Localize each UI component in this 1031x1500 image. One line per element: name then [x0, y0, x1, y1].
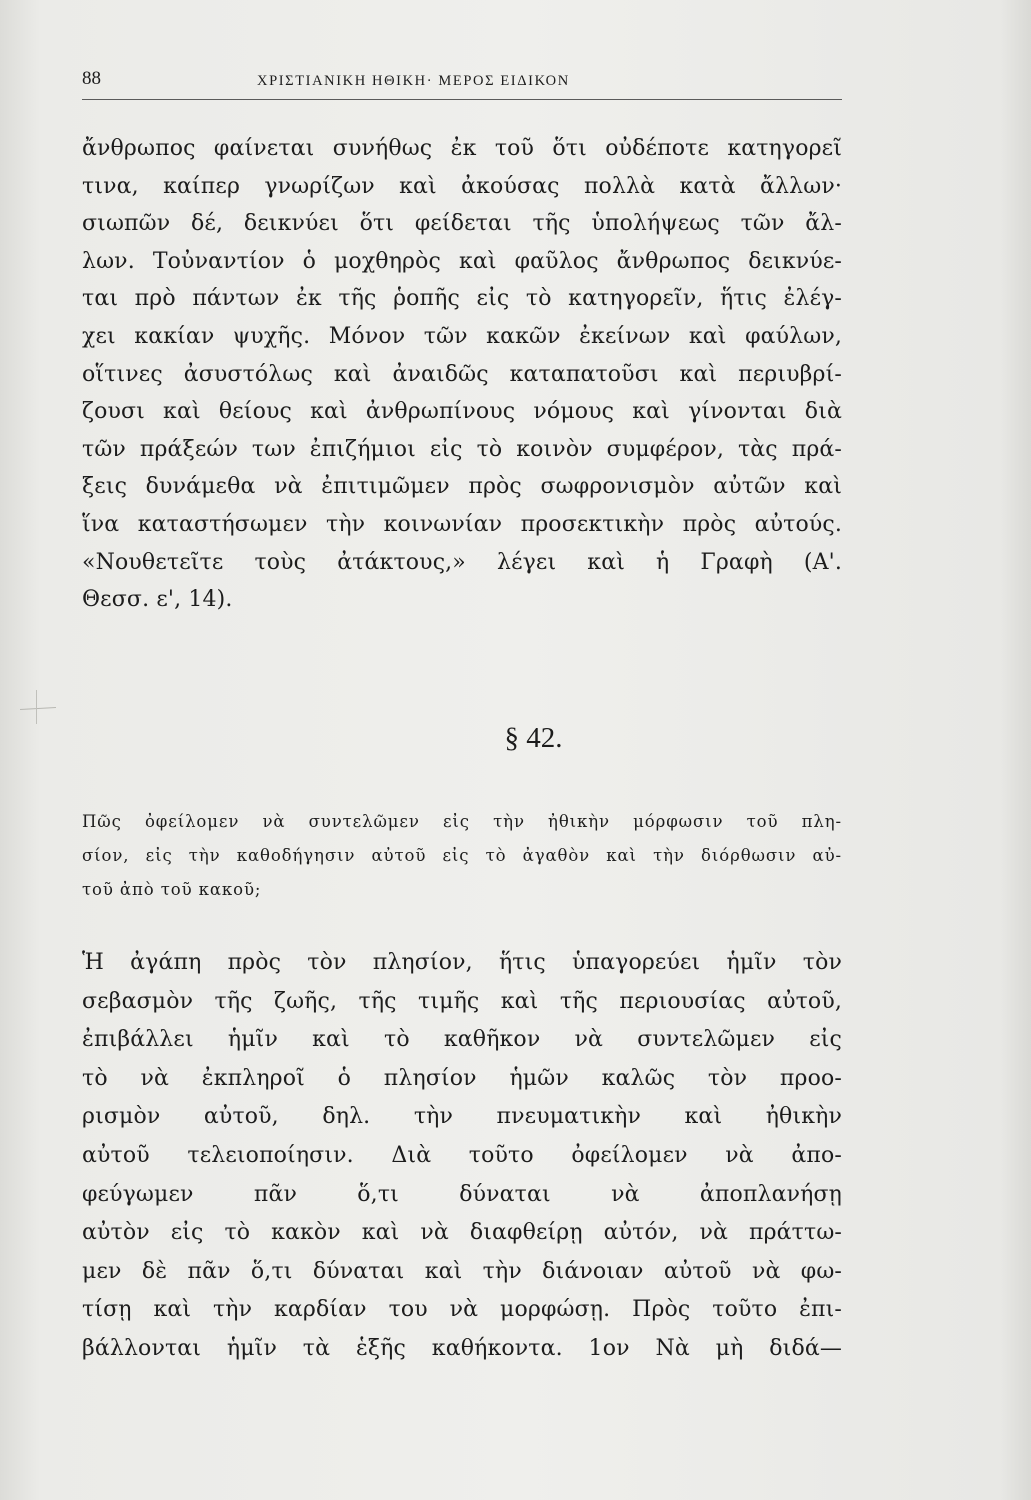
paragraph-1 [82, 130, 842, 619]
text-line: Θεσσ. ε', 14). [82, 587, 233, 613]
text-line: ἐπιβάλλει ἡμῖν καὶ τὸ καθῆκον νὰ συντελῶμεν εἰς [82, 1027, 842, 1053]
text-line: τὸ νὰ ἐκπληροῖ ὁ πλησίον ἡμῶν καλῶς τὸν προο- [82, 1065, 842, 1091]
text-line: σεβασμὸν τῆς ζωῆς, τῆς τιμῆς καὶ τῆς περιουσίας αὐτοῦ, [82, 988, 842, 1014]
text-line: ται πρὸ πάντων ἐκ τῆς ῥοπῆς εἰς τὸ κατηγορεῖν, ἥτις ἐλέγ- [82, 286, 842, 312]
margin-pencil-mark [36, 690, 37, 724]
text-line: ξεις δυνάμεθα νὰ ἐπιτιμῶμεν πρὸς σωφρονισμὸν αὐτῶν καὶ [82, 474, 842, 500]
section-heading [0, 722, 1031, 755]
margin-pencil-mark [20, 707, 56, 710]
text-line: ἵνα καταστήσωμεν τὴν κοινωνίαν προσεκτικὴν πρὸς αὐτούς. [82, 511, 842, 537]
header-rule [82, 99, 842, 100]
text-line: τῶν πράξεών των ἐπιζήμιοι εἰς τὸ κοινὸν συμφέρον, τὰς πρά- [82, 436, 842, 462]
text-line: Ἡ ἀγάπη πρὸς τὸν πλησίον, ἥτις ὑπαγορεύει ἡμῖν τὸν [82, 950, 842, 975]
section-number: § 42. [504, 722, 563, 754]
text-line: τίσῃ καὶ τὴν καρδίαν του νὰ μορφώσῃ. Πρὸς τοῦτο ἐπι- [82, 1297, 842, 1323]
text-line: οἵτινες ἀσυστόλως καὶ ἀναιδῶς καταπατοῦσι καὶ περιυβρί- [82, 361, 842, 387]
text-line: χει κακίαν ψυχῆς. Μόνον τῶν κακῶν ἐκείνων καὶ φαύλων, [82, 323, 842, 349]
text-line: μεν δὲ πᾶν ὅ,τι δύναται καὶ τὴν διάνοιαν αὐτοῦ νὰ φω- [82, 1258, 842, 1284]
question-line: τοῦ ἀπὸ τοῦ κακοῦ; [82, 880, 262, 899]
text-line: ἄνθρωπος φαίνεται συνήθως ἐκ τοῦ ὅτι οὐδέποτε κατηγορεῖ [82, 136, 842, 161]
text-line: σιωπῶν δέ, δεικνύει ὅτι φείδεται τῆς ὑπολήψεως τῶν ἄλ- [82, 211, 842, 237]
page-header [82, 68, 842, 96]
text-line: αὐτοῦ τελειοποίησιν. Διὰ τοῦτο ὀφείλομεν νὰ ἀπο- [82, 1142, 842, 1168]
text-line: αὐτὸν εἰς τὸ κακὸν καὶ νὰ διαφθείρῃ αὐτόν, νὰ πράττω- [82, 1220, 842, 1246]
running-head: ΧΡΙΣΤΙΑΝΙΚΗ ΗΘΙΚΗ· ΜΕΡΟΣ ΕΙΔΙΚΟΝ [257, 73, 570, 89]
text-line: ρισμὸν αὐτοῦ, δηλ. τὴν πνευματικὴν καὶ ἠθικὴν [82, 1104, 842, 1130]
section-question [82, 805, 842, 907]
text-line: ζουσι καὶ θείους καὶ ἀνθρωπίνους νόμους καὶ γίνονται διὰ [82, 399, 842, 425]
text-line: τινα, καίπερ γνωρίζων καὶ ἀκούσας πολλὰ κατὰ ἄλλων· [82, 173, 842, 199]
text-line: «Νουθετεῖτε τοὺς ἀτάκτους,» λέγει καὶ ἡ Γραφὴ (Α'. [82, 549, 842, 575]
paragraph-2 [82, 944, 842, 1369]
text-line: λων. Τοὐναντίον ὁ μοχθηρὸς καὶ φαῦλος ἄνθρωπος δεικνύε- [82, 248, 842, 274]
question-line: Πῶς ὀφείλομεν νὰ συντελῶμεν εἰς τὴν ἠθικὴν μόρφωσιν τοῦ πλη- [82, 812, 842, 831]
page-number: 88 [82, 68, 101, 89]
text-line: βάλλονται ἡμῖν τὰ ἑξῆς καθήκοντα. 1ον Νὰ μὴ διδά— [82, 1335, 842, 1361]
text-line: φεύγωμεν πᾶν ὅ,τι δύναται νὰ ἀποπλανήσῃ [82, 1181, 842, 1207]
question-line: σίον, εἰς τὴν καθοδήγησιν αὐτοῦ εἰς τὸ ἀγαθὸν καὶ τὴν διόρθωσιν αὐ- [82, 846, 842, 865]
